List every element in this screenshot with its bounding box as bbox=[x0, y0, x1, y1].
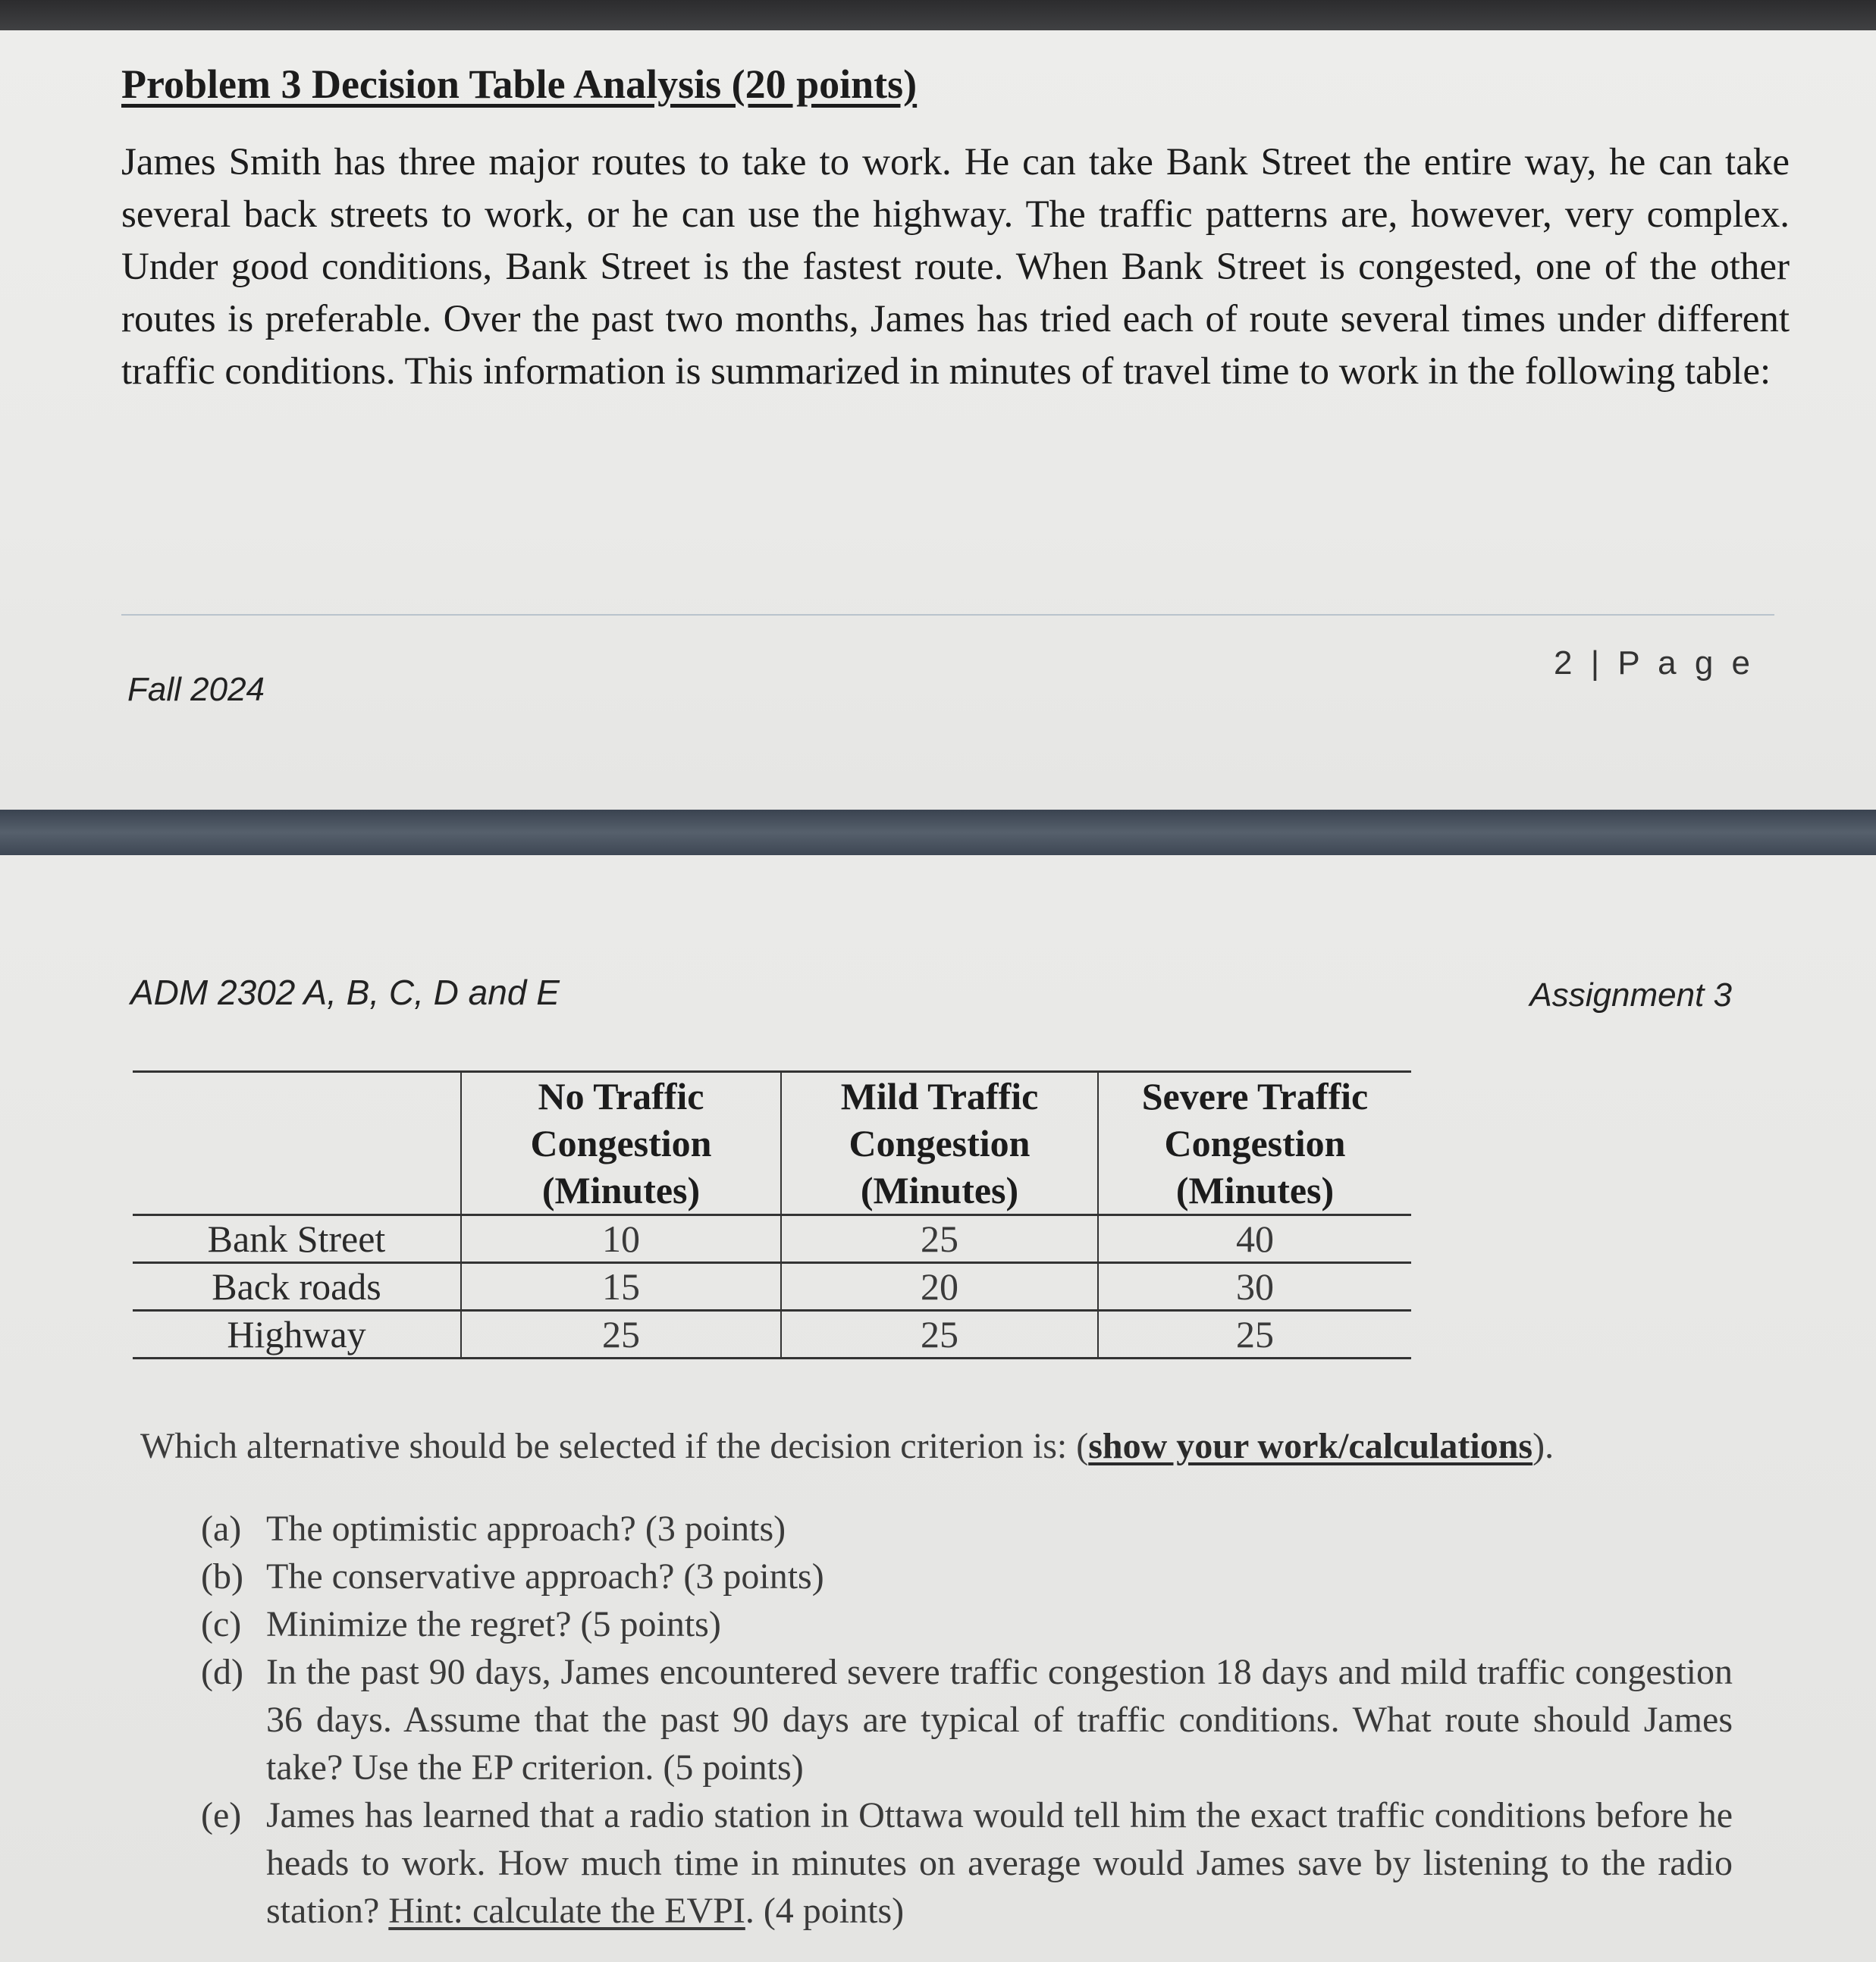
column-header-line: No Traffic bbox=[538, 1075, 704, 1117]
footer-term: Fall 2024 bbox=[127, 671, 265, 708]
question-prompt bbox=[140, 1425, 1554, 1467]
document-page-2 bbox=[0, 30, 1876, 811]
part-label: (a) bbox=[201, 1509, 242, 1549]
list-item bbox=[201, 1648, 1733, 1791]
part-label: (e) bbox=[201, 1795, 242, 1835]
table-row bbox=[133, 1263, 1411, 1311]
column-header-line: Congestion bbox=[849, 1122, 1031, 1164]
column-header-line: Severe Traffic bbox=[1141, 1075, 1369, 1117]
column-header-line: (Minutes) bbox=[541, 1169, 701, 1211]
question-parts-list bbox=[201, 1505, 1733, 1935]
footer-page-number: 2 | P a g e bbox=[1554, 644, 1755, 682]
row-label-highway: Highway bbox=[133, 1311, 461, 1359]
table-cell: 15 bbox=[461, 1263, 781, 1311]
page-separator bbox=[0, 810, 1876, 855]
part-tail: . (4 points) bbox=[745, 1891, 905, 1931]
list-item bbox=[201, 1505, 1733, 1553]
table-row bbox=[133, 1311, 1411, 1359]
table-corner-cell bbox=[133, 1072, 461, 1215]
column-header-line: (Minutes) bbox=[1175, 1169, 1335, 1211]
column-header-line: Congestion bbox=[1164, 1122, 1346, 1164]
part-label: (d) bbox=[201, 1652, 243, 1692]
table-cell: 25 bbox=[461, 1311, 781, 1359]
header-assignment: Assignment 3 bbox=[1529, 976, 1732, 1014]
part-label: (b) bbox=[201, 1556, 243, 1597]
part-text: Minimize the regret? (5 points) bbox=[266, 1604, 721, 1644]
column-header-mild-traffic bbox=[781, 1072, 1098, 1215]
footer-divider bbox=[121, 614, 1774, 616]
column-header-line: Mild Traffic bbox=[840, 1075, 1039, 1117]
hint-text: Hint: calculate the EVPI bbox=[388, 1891, 745, 1931]
header-course: ADM 2302 A, B, C, D and E bbox=[130, 973, 560, 1012]
table-cell: 40 bbox=[1098, 1215, 1411, 1263]
list-item bbox=[201, 1553, 1733, 1600]
table-cell: 20 bbox=[781, 1263, 1098, 1311]
problem-title: Problem 3 Decision Table Analysis (20 points) bbox=[121, 61, 918, 107]
table-cell: 25 bbox=[1098, 1311, 1411, 1359]
part-text: The conservative approach? (3 points) bbox=[266, 1556, 824, 1597]
part-text: In the past 90 days, James encountered severe traffic congestion 18 days and mild traffic congestion 36 days. Assume that the past 90 days are typical of traffic conditions. What route should James take? Use the EP criterion. (5 points) bbox=[266, 1652, 1733, 1788]
part-text: James has learned that a radio station in Ottawa would tell him the exact traffic conditions before he heads to work. How much time in minutes on average would James save by listening to the radio station? bbox=[266, 1795, 1733, 1931]
part-text: The optimistic approach? (3 points) bbox=[266, 1509, 786, 1549]
column-header-line: Congestion bbox=[530, 1122, 712, 1164]
table-row bbox=[133, 1215, 1411, 1263]
question-suffix: ). bbox=[1532, 1426, 1554, 1466]
list-item bbox=[201, 1600, 1733, 1648]
problem-description: James Smith has three major routes to take to work. He can take Bank Street the entire way, he can take several back streets to work, or he can use the highway. The traffic patterns are, however, very complex. Under good conditions, Bank Street is the fastest route. When Bank Street is congested, one of the other routes is preferable. Over the past two months, James has tried each of route several times under different traffic conditions. This information is summarized in minutes of travel time to work in the following table: bbox=[121, 141, 1790, 393]
row-label-bank-street: Bank Street bbox=[133, 1215, 461, 1263]
question-prefix: Which alternative should be selected if the decision criterion is: ( bbox=[140, 1426, 1089, 1466]
table-cell: 25 bbox=[781, 1215, 1098, 1263]
table-cell: 30 bbox=[1098, 1263, 1411, 1311]
table-header-row bbox=[133, 1072, 1411, 1215]
table-cell: 25 bbox=[781, 1311, 1098, 1359]
column-header-line: (Minutes) bbox=[860, 1169, 1019, 1211]
column-header-severe-traffic bbox=[1098, 1072, 1411, 1215]
question-emphasis: show your work/calculations bbox=[1088, 1426, 1533, 1466]
part-label: (c) bbox=[201, 1604, 242, 1644]
row-label-back-roads: Back roads bbox=[133, 1263, 461, 1311]
list-item bbox=[201, 1791, 1733, 1935]
column-header-no-traffic bbox=[461, 1072, 781, 1215]
table-cell: 10 bbox=[461, 1215, 781, 1263]
decision-table bbox=[133, 1070, 1411, 1359]
